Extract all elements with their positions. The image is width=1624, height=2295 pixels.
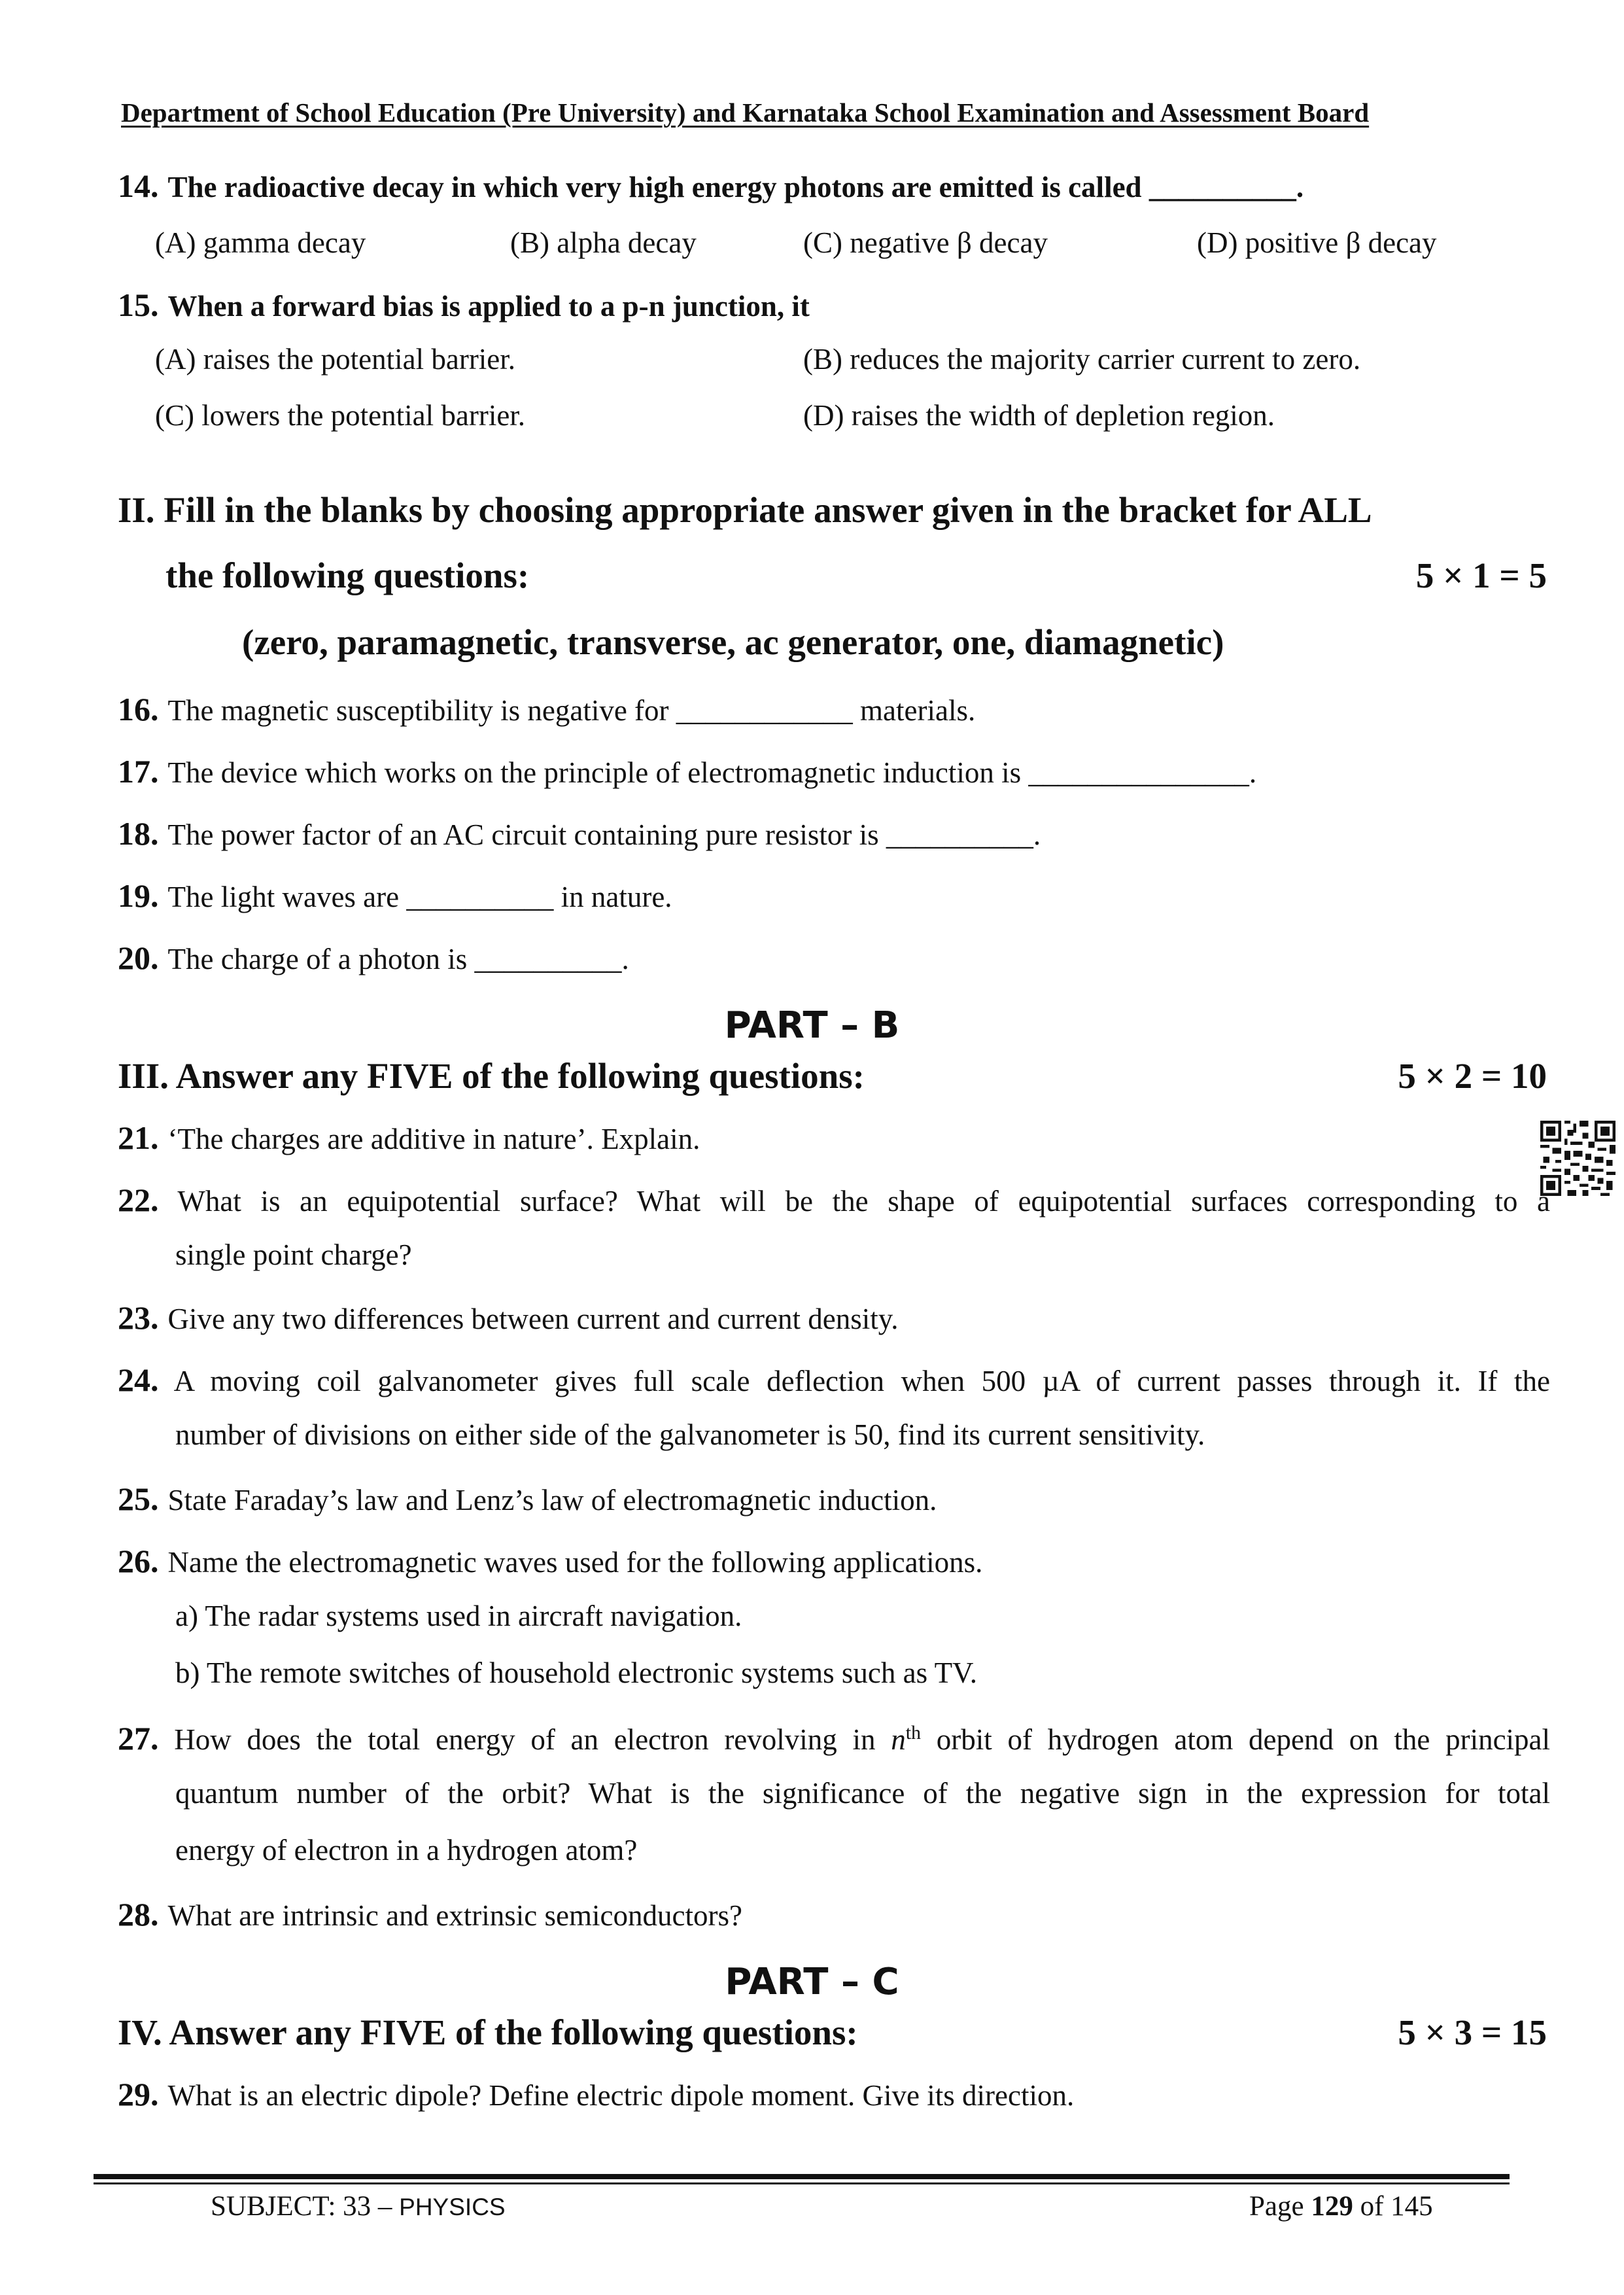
qr-code-icon (1540, 1121, 1615, 1196)
fill-blank-choices: (zero, paramagnetic, transverse, ac generator, one, diamagnetic) (242, 622, 1224, 662)
question-26-a: a) The radar systems used in aircraft navigation. (175, 1600, 742, 1632)
question-text: The device which works on the principle of electromagnetic induction is _______________. (167, 756, 1257, 789)
option-c: (C) lowers the potential barrier. (155, 399, 526, 432)
question-number: 23. (118, 1299, 159, 1336)
question-22 (118, 1181, 1550, 1219)
question-text-cont: orbit of hydrogen atom depend on the principal (936, 1723, 1551, 1756)
question-26 (118, 1542, 982, 1580)
footer-rule (94, 2174, 1510, 2179)
question-number: 22. (118, 1182, 159, 1218)
question-24-cont: number of divisions on either side of the galvanometer is 50, find its current sensitivity. (175, 1418, 1205, 1451)
section-2-title-cont: the following questions: (165, 555, 530, 595)
option-a: (A) raises the potential barrier. (155, 343, 516, 376)
question-text: How does the total energy of an electron revolving in (174, 1723, 876, 1756)
question-number: 16. (118, 691, 159, 727)
question-15 (118, 286, 810, 324)
question-23 (118, 1299, 899, 1337)
question-27-line3: energy of electron in a hydrogen atom? (175, 1834, 638, 1866)
question-number: 19. (118, 877, 159, 914)
section-4-title: IV. Answer any FIVE of the following questions: (118, 2012, 858, 2052)
question-text: A moving coil galvanometer gives full scale deflection when 500 µA of current passes through it. If the (173, 1365, 1550, 1397)
question-text: The charge of a photon is __________. (167, 943, 629, 975)
question-text: The magnetic susceptibility is negative for ____________ materials. (167, 694, 976, 727)
question-24 (118, 1361, 1550, 1399)
section-4-marks: 5 × 3 = 15 (1398, 2012, 1547, 2052)
question-text: When a forward bias is applied to a p-n junction, it (167, 290, 810, 323)
question-16 (118, 690, 975, 728)
question-27 (118, 1719, 1550, 1757)
question-text: What is an electric dipole? Define electric dipole moment. Give its direction. (167, 2079, 1075, 2112)
question-21 (118, 1119, 700, 1157)
question-text: Name the electromagnetic waves used for the following applications. (167, 1546, 983, 1579)
question-text: ‘The charges are additive in nature’. Explain. (167, 1123, 700, 1155)
footer-rule-thin (94, 2182, 1510, 2184)
question-number: 28. (118, 1896, 159, 1933)
question-number: 29. (118, 2076, 159, 2112)
section-2-marks: 5 × 1 = 5 (1415, 555, 1547, 595)
question-17 (118, 752, 1256, 790)
question-number: 15. (118, 287, 159, 323)
question-text: The radioactive decay in which very high energy photons are emitted is called __________. (167, 171, 1304, 203)
question-26-b: b) The remote switches of household electronic systems such as TV. (175, 1656, 978, 1689)
question-20 (118, 939, 629, 977)
option-b: (B) alpha decay (510, 226, 697, 259)
footer-subject: SUBJECT: 33 – PHYSICS (211, 2191, 506, 2222)
question-14 (118, 167, 1304, 205)
question-25 (118, 1480, 937, 1518)
option-d: (D) raises the width of depletion region. (803, 399, 1275, 432)
option-a: (A) gamma decay (155, 226, 366, 259)
page-header: Department of School Education (Pre University) and Karnataka School Examination and Assessment Board (121, 97, 1370, 128)
section-3-title: III. Answer any FIVE of the following questions: (118, 1056, 865, 1096)
question-28 (118, 1895, 742, 1933)
section-2-title: II. Fill in the blanks by choosing appropriate answer given in the bracket for ALL (118, 490, 1372, 530)
question-number: 25. (118, 1480, 159, 1517)
question-text: The light waves are __________ in nature. (167, 881, 672, 913)
question-text: Give any two differences between current and current density. (167, 1303, 899, 1335)
question-29 (118, 2075, 1074, 2113)
option-d: (D) positive β decay (1197, 226, 1437, 259)
question-text: What is an equipotential surface? What will be the shape of equipotential surfaces corresponding to a (177, 1185, 1551, 1218)
question-text-n: $n^{th}$ (891, 1722, 922, 1756)
question-number: 21. (118, 1119, 159, 1156)
question-number: 14. (118, 167, 159, 204)
question-number: 26. (118, 1543, 159, 1579)
question-text: What are intrinsic and extrinsic semiconductors? (167, 1899, 742, 1932)
question-number: 27. (118, 1720, 159, 1757)
question-18 (118, 815, 1041, 852)
part-b-heading: PART – B (724, 1004, 900, 1047)
question-text: State Faraday’s law and Lenz’s law of electromagnetic induction. (167, 1484, 937, 1516)
question-number: 17. (118, 753, 159, 790)
section-3-marks: 5 × 2 = 10 (1398, 1056, 1547, 1096)
question-22-cont: single point charge? (175, 1238, 412, 1271)
footer-page-number: Page 129 of 145 (1249, 2191, 1433, 2222)
question-number: 20. (118, 939, 159, 976)
question-number: 18. (118, 815, 159, 852)
question-text: The power factor of an AC circuit containing pure resistor is __________. (167, 818, 1041, 851)
question-19 (118, 877, 672, 915)
part-c-heading: PART – C (725, 1961, 899, 2003)
question-27-line2: quantum number of the orbit? What is the significance of the negative sign in the expression for total (175, 1777, 1550, 1810)
option-b: (B) reduces the majority carrier current to zero. (803, 343, 1361, 376)
option-c: (C) negative β decay (803, 226, 1048, 259)
question-number: 24. (118, 1361, 159, 1398)
